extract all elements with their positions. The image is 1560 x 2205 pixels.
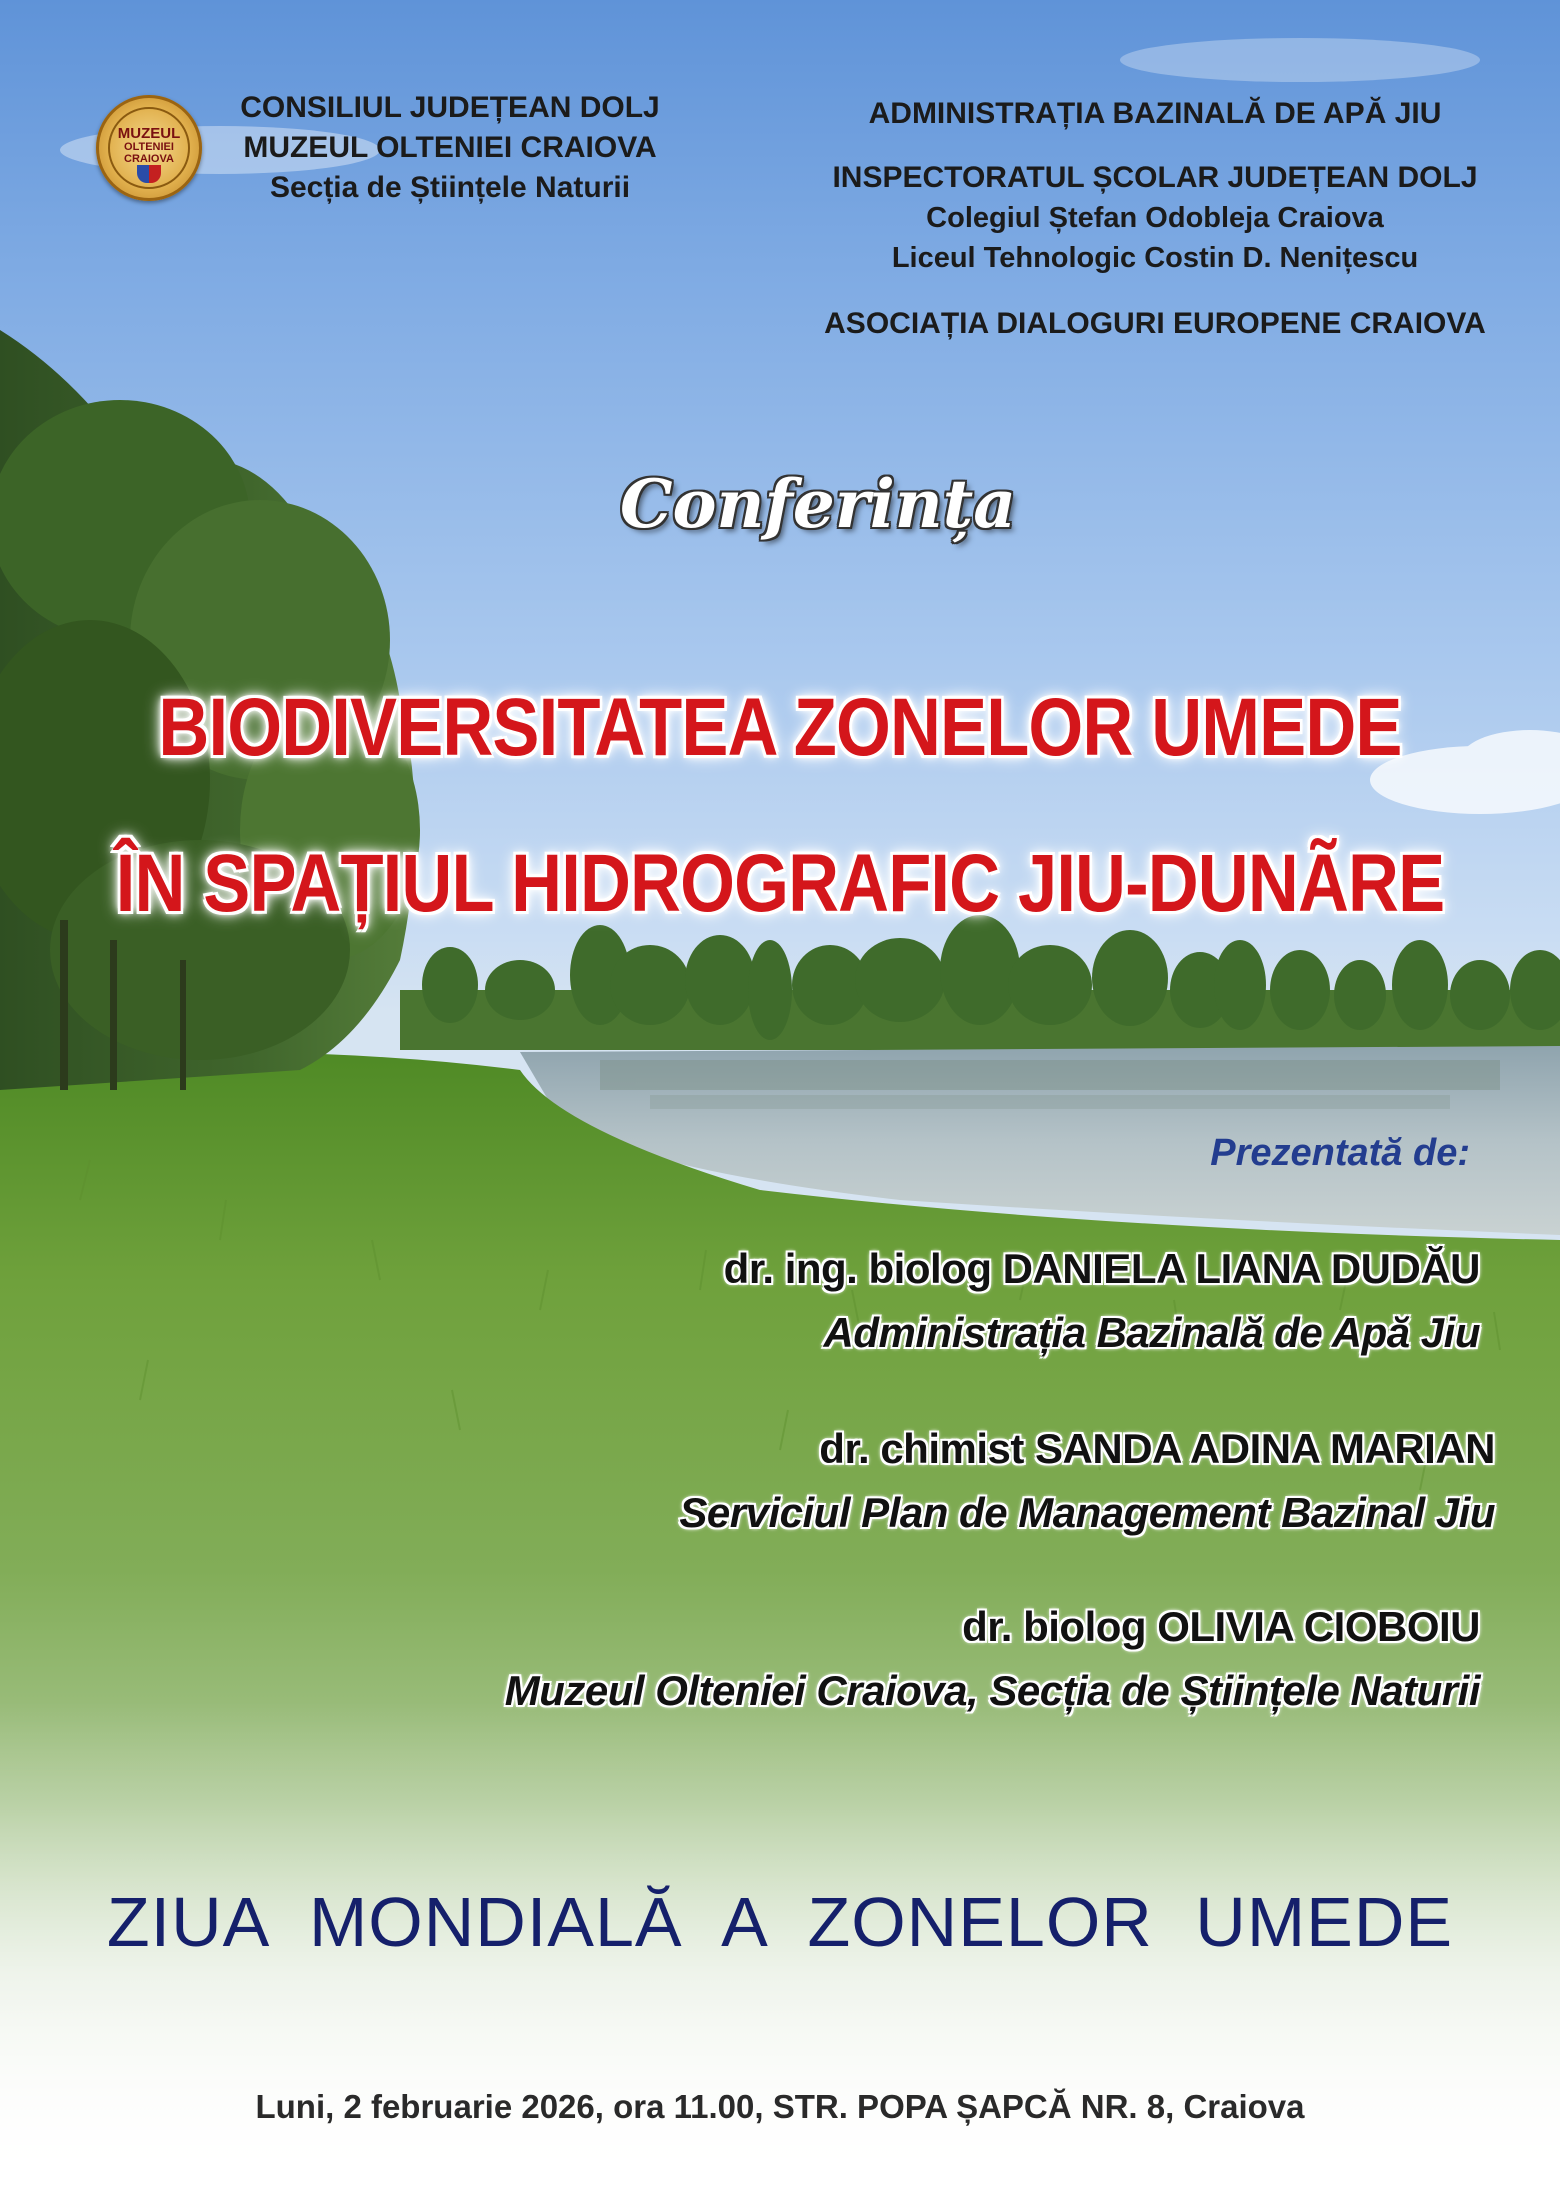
header-right: [770, 94, 1540, 344]
presented-by-label: Prezentată de:: [1210, 1132, 1470, 1174]
header-left-line3: Secția de Științele Naturii: [269, 171, 631, 204]
title-line1: BIODIVERSITATEA ZONELOR UMEDE: [158, 682, 1402, 773]
header-left-line2: MUZEUL OLTENIEI CRAIOVA: [243, 131, 657, 164]
header-right-line3: Colegiul Ștefan Odobleja Craiova: [926, 202, 1384, 234]
logo-text-3: CRAIOVA: [124, 153, 174, 165]
header-right-line5: ASOCIAȚIA DIALOGURI EUROPENE CRAIOVA: [824, 307, 1486, 340]
header-right-line4: Liceul Tehnologic Costin D. Nenițescu: [891, 242, 1419, 274]
event-type: Conferința: [620, 465, 1016, 543]
speaker-2-name: dr. chimist SANDA ADINA MARIAN: [819, 1425, 1495, 1472]
speaker-3-affiliation: Muzeul Olteniei Craiova, Secția de Științele Naturii: [504, 1667, 1480, 1714]
logo-shield-icon: [137, 165, 161, 183]
distant-treeline: [400, 915, 1560, 1050]
title-line2: ÎN SPAȚIUL HIDROGRAFIC JIU-DUNÃRE: [115, 838, 1445, 929]
speaker-1: [500, 1244, 1480, 1358]
speaker-3-name: dr. biolog OLIVIA CIOBOIU: [962, 1603, 1480, 1650]
speaker-1-name: dr. ing. biolog DANIELA LIANA DUDĂU: [723, 1245, 1480, 1292]
speaker-3: [380, 1602, 1480, 1716]
lake-reflections: [600, 1060, 1500, 1109]
header-left: [210, 88, 690, 208]
header-right-line1: ADMINISTRAȚIA BAZINALĂ DE APĂ JIU: [868, 97, 1442, 130]
logo-text-1: MUZEUL: [117, 125, 181, 142]
museum-logo: [96, 95, 202, 201]
speaker-1-affiliation: Administrația Bazinală de Apă Jiu: [823, 1309, 1480, 1356]
speaker-2: [500, 1424, 1495, 1538]
header-left-line1: CONSILIUL JUDEȚEAN DOLJ: [240, 91, 660, 124]
event-details-footer: Luni, 2 februarie 2026, ora 11.00, STR. POPA ȘAPCĂ NR. 8, Craiova: [255, 2088, 1305, 2125]
logo-text-2: OLTENIEI: [124, 141, 174, 153]
speaker-2-affiliation: Serviciul Plan de Management Bazinal Jiu: [679, 1489, 1495, 1536]
header-right-line2: INSPECTORATUL ȘCOLAR JUDEȚEAN DOLJ: [832, 161, 1478, 194]
occasion-title: ZIUA MONDIALĂ A ZONELOR UMEDE: [106, 1883, 1454, 1961]
